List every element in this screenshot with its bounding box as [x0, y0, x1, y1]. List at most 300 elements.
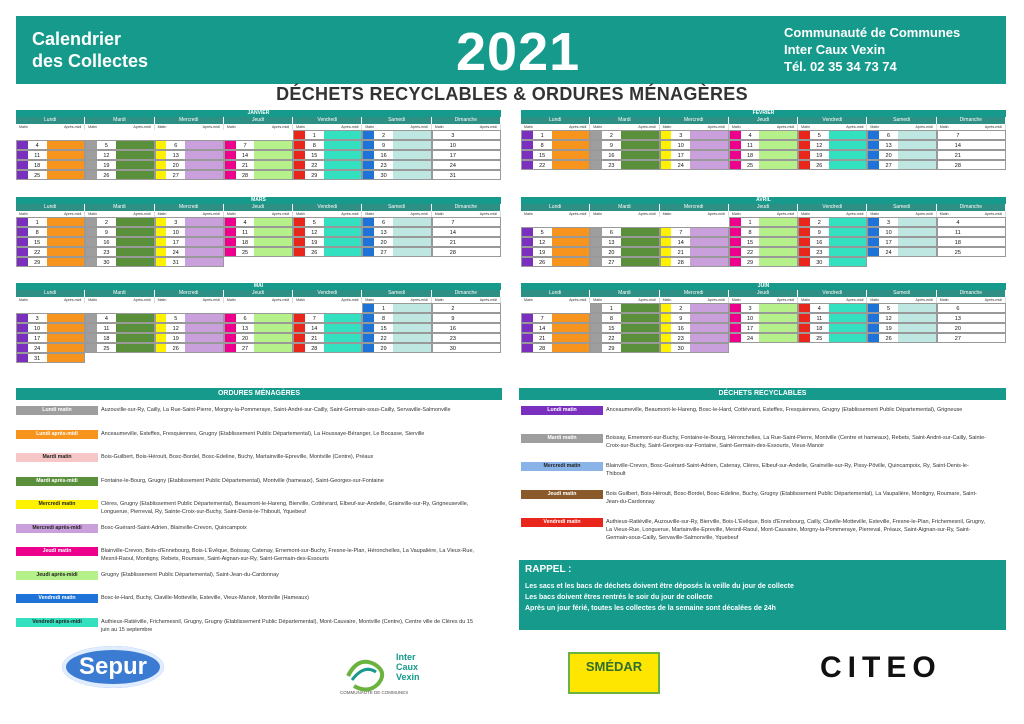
month-title: FEVRIER [521, 110, 1006, 117]
day-cell: 20 [155, 160, 224, 170]
day-cell: 30 [85, 257, 154, 267]
day-cell: 2 [85, 217, 154, 227]
half-day-header: Matin Après-midi [155, 211, 224, 217]
legend-label: Vendredi matin [521, 518, 603, 527]
day-header: Jeudi [224, 117, 293, 124]
day-headers [16, 117, 501, 124]
day-header: Dimanche [937, 290, 1006, 297]
day-cell: 26 [85, 170, 154, 180]
day-cell: 9 [590, 140, 659, 150]
half-day-header: Matin Après-midi [660, 211, 729, 217]
day-cell: 24 [660, 160, 729, 170]
day-cell: 6 [937, 303, 1006, 313]
day-cell: 1 [729, 217, 798, 227]
day-cell: 27 [362, 247, 431, 257]
day-header: Dimanche [937, 117, 1006, 124]
day-cell: 2 [798, 217, 867, 227]
half-day-header: Matin Après-midi [937, 211, 1006, 217]
legend-label: Vendredi matin [16, 594, 98, 603]
day-cell: 20 [867, 150, 936, 160]
day-cell: 23 [590, 160, 659, 170]
legend-row [16, 453, 481, 462]
day-cell: 21 [432, 237, 501, 247]
half-day-header: Matin Après-midi [867, 124, 936, 130]
half-day-header: Matin Après-midi [729, 297, 798, 303]
day-cell [867, 257, 936, 267]
day-cell: 17 [155, 237, 224, 247]
month-days [16, 217, 501, 267]
day-cell: 17 [660, 150, 729, 160]
day-cell: 7 [521, 313, 590, 323]
day-cell: 27 [224, 343, 293, 353]
day-cell [362, 353, 431, 363]
day-cell: 13 [224, 323, 293, 333]
day-cell: 25 [85, 343, 154, 353]
day-header: Lundi [521, 290, 590, 297]
month-days [521, 130, 1006, 170]
day-cell: 24 [16, 343, 85, 353]
day-cell: 13 [937, 313, 1006, 323]
day-cell: 7 [660, 227, 729, 237]
day-cell [293, 303, 362, 313]
legend-text: Anceaumeville, Esteffes, Fresquiennes, Grugny (Etablissement Public Départemental), La Houssaye-Béranger, Le Bocasse, Sierville [101, 430, 425, 437]
day-header: Vendredi [293, 204, 362, 211]
day-cell [16, 303, 85, 313]
day-cell: 19 [521, 247, 590, 257]
day-cell: 17 [867, 237, 936, 247]
day-cell: 24 [867, 247, 936, 257]
day-cell: 17 [16, 333, 85, 343]
legend-row [16, 524, 481, 533]
day-cell: 5 [85, 140, 154, 150]
legend-label: Lundi après-midi [16, 430, 98, 439]
half-day-header: Matin Après-midi [224, 297, 293, 303]
month-days [521, 217, 1006, 267]
legend-row [521, 434, 986, 450]
month-juin [521, 283, 1006, 365]
day-cell: 19 [798, 150, 867, 160]
legend-row [16, 477, 481, 486]
day-cell: 9 [85, 227, 154, 237]
day-cell: 28 [224, 170, 293, 180]
day-cell: 15 [590, 323, 659, 333]
legend-label: Mercredi après-midi [16, 524, 98, 533]
icv-line-1: Inter [396, 652, 416, 662]
day-cell: 28 [293, 343, 362, 353]
day-cell: 11 [937, 227, 1006, 237]
day-cell: 6 [867, 130, 936, 140]
day-cell: 18 [729, 150, 798, 160]
day-cell: 25 [16, 170, 85, 180]
day-cell: 27 [867, 160, 936, 170]
day-header: Jeudi [729, 290, 798, 297]
day-cell: 3 [867, 217, 936, 227]
sepur-logo: Sepur [62, 646, 164, 688]
day-cell: 18 [224, 237, 293, 247]
day-header: Mercredi [660, 290, 729, 297]
day-headers [521, 290, 1006, 297]
half-day-header: Matin Après-midi [798, 297, 867, 303]
day-cell: 17 [729, 323, 798, 333]
half-day-header: Matin Après-midi [85, 297, 154, 303]
legend-text: Auzouville-sur-Ry, Cailly, La Rue-Saint-Pierre, Morgny-la-Pommeraye, Saint-André-sur-Cailly, Saint-Germain-sous-Cailly, Servaville-Salmonville [101, 407, 451, 413]
legend-row [521, 490, 986, 506]
day-cell: 8 [729, 227, 798, 237]
day-cell: 9 [660, 313, 729, 323]
day-header: Samedi [867, 290, 936, 297]
month-title: MARS [16, 197, 501, 204]
icv-subtitle: COMMUNAUTÉ DE COMMUNES [340, 690, 409, 695]
day-cell: 21 [224, 160, 293, 170]
day-cell: 26 [155, 343, 224, 353]
month-days [521, 303, 1006, 353]
day-header: Vendredi [798, 290, 867, 297]
legend-text: Bois Guilbert, Bois-Héroult, Bosc-Bordel, Bosc-Edeline, Buchy, Grugny (Etablissement Public Départemental), La Vaupalière, Montigny, Roumare, Saint-Jean-du-Cardonnay [606, 491, 977, 505]
day-cell: 10 [155, 227, 224, 237]
day-cell: 25 [224, 247, 293, 257]
day-header: Samedi [362, 204, 431, 211]
day-header: Lundi [16, 204, 85, 211]
day-cell: 14 [224, 150, 293, 160]
half-day-header: Matin Après-midi [521, 211, 590, 217]
day-cell: 4 [798, 303, 867, 313]
day-cell: 29 [729, 257, 798, 267]
day-cell: 28 [660, 257, 729, 267]
day-cell: 2 [432, 303, 501, 313]
legend-row [16, 500, 481, 516]
day-cell [155, 303, 224, 313]
day-cell: 11 [224, 227, 293, 237]
org-line-1: Communauté de Communes [784, 25, 961, 40]
day-cell: 12 [798, 140, 867, 150]
month-title: JANVIER [16, 110, 501, 117]
half-day-header: Matin Après-midi [432, 297, 501, 303]
day-cell: 7 [224, 140, 293, 150]
day-cell: 10 [432, 140, 501, 150]
day-cell: 23 [798, 247, 867, 257]
day-cell: 19 [155, 333, 224, 343]
half-day-header: Matin Après-midi [937, 124, 1006, 130]
day-cell: 3 [155, 217, 224, 227]
legend-label: Mardi après-midi [16, 477, 98, 486]
citeo-logo: CITEO [820, 651, 942, 684]
day-cell: 4 [16, 140, 85, 150]
day-header: Mardi [590, 117, 659, 124]
day-cell: 2 [590, 130, 659, 140]
day-cell: 20 [590, 247, 659, 257]
day-cell: 12 [293, 227, 362, 237]
half-day-header: Matin Après-midi [660, 297, 729, 303]
half-day-header: Matin Après-midi [590, 211, 659, 217]
day-cell: 31 [155, 257, 224, 267]
day-cell: 24 [729, 333, 798, 343]
month-fevrier [521, 110, 1006, 192]
day-cell: 11 [85, 323, 154, 333]
day-cell: 26 [867, 333, 936, 343]
legend-label: Lundi matin [521, 406, 603, 415]
day-cell: 16 [590, 150, 659, 160]
day-cell [155, 353, 224, 363]
inter-caux-vexin-logo [340, 650, 440, 698]
half-day-header: Matin Après-midi [362, 211, 431, 217]
day-cell: 13 [867, 140, 936, 150]
legend-label: Mardi matin [521, 434, 603, 443]
day-header: Mercredi [660, 117, 729, 124]
day-cell [362, 257, 431, 267]
day-cell: 21 [521, 333, 590, 343]
legend-label: Jeudi matin [521, 490, 603, 499]
half-day-header: Matin Après-midi [224, 211, 293, 217]
month-janvier [16, 110, 501, 192]
day-cell: 6 [155, 140, 224, 150]
day-cell: 14 [521, 323, 590, 333]
day-cell: 13 [155, 150, 224, 160]
day-cell: 22 [293, 160, 362, 170]
day-cell: 28 [521, 343, 590, 353]
day-cell: 1 [16, 217, 85, 227]
day-cell: 1 [521, 130, 590, 140]
day-cell: 4 [224, 217, 293, 227]
legend-row [521, 518, 986, 542]
day-cell: 20 [937, 323, 1006, 333]
day-cell [293, 353, 362, 363]
day-cell: 8 [590, 313, 659, 323]
day-cell: 9 [432, 313, 501, 323]
day-cell: 20 [362, 237, 431, 247]
day-header: Jeudi [729, 117, 798, 124]
month-days [16, 303, 501, 363]
day-cell [937, 343, 1006, 353]
legend-label: Lundi matin [16, 406, 98, 415]
half-day-header: Matin Après-midi [362, 124, 431, 130]
day-header: Mercredi [660, 204, 729, 211]
day-cell: 17 [432, 150, 501, 160]
day-cell: 25 [798, 333, 867, 343]
half-day-header: Matin Après-midi [521, 297, 590, 303]
legend-row [16, 594, 481, 603]
day-cell: 26 [521, 257, 590, 267]
legend-row [16, 430, 481, 439]
legend-label: Jeudi matin [16, 547, 98, 556]
day-cell: 15 [362, 323, 431, 333]
day-cell: 22 [729, 247, 798, 257]
day-cell: 31 [432, 170, 501, 180]
legend-label: Jeudi après-midi [16, 571, 98, 580]
day-cell: 22 [16, 247, 85, 257]
day-cell [660, 217, 729, 227]
day-header: Vendredi [293, 117, 362, 124]
day-cell: 27 [590, 257, 659, 267]
legend-label: Mercredi matin [521, 462, 603, 471]
day-headers [521, 117, 1006, 124]
day-header: Mercredi [155, 117, 224, 124]
day-header: Lundi [16, 290, 85, 297]
day-cell: 10 [660, 140, 729, 150]
day-cell: 30 [798, 257, 867, 267]
day-cell [85, 353, 154, 363]
day-cell: 10 [16, 323, 85, 333]
legend-label: Vendredi après-midi [16, 618, 98, 627]
day-cell: 19 [85, 160, 154, 170]
title-line-2: des Collectes [32, 51, 149, 71]
day-cell: 6 [590, 227, 659, 237]
day-headers [16, 290, 501, 297]
day-header: Dimanche [432, 204, 501, 211]
day-cell: 27 [155, 170, 224, 180]
day-header: Jeudi [729, 204, 798, 211]
page-subtitle: DÉCHETS RECYCLABLES & ORDURES MÉNAGÈRES [276, 84, 748, 104]
month-mars [16, 197, 501, 279]
day-cell: 14 [432, 227, 501, 237]
legend-dr-title: DÉCHETS RECYCLABLES [519, 388, 1006, 400]
reminder-box [519, 560, 1006, 630]
day-cell: 21 [293, 333, 362, 343]
day-cell [16, 130, 85, 140]
legend-text: Fontaine-le-Bourg, Grugny (Etablissement Public Départemental), Montville (hameaux), Saint-Georges-sur-Fontaine [101, 477, 384, 484]
day-cell: 16 [85, 237, 154, 247]
day-cell: 14 [937, 140, 1006, 150]
day-cell: 3 [16, 313, 85, 323]
day-cell: 29 [362, 343, 431, 353]
half-day-header: Matin Après-midi [798, 211, 867, 217]
day-cell [729, 343, 798, 353]
month-days [16, 130, 501, 180]
day-cell: 30 [362, 170, 431, 180]
day-headers [16, 204, 501, 211]
day-header: Samedi [867, 117, 936, 124]
day-cell: 3 [660, 130, 729, 140]
legend-text: Anceaumeville, Beaumont-le-Hareng, Bosc-le-Hard, Cottévrard, Esteffes, Fresquiennes, Grugny (Etablissement Public Départemental), Grigneuse [606, 407, 963, 413]
day-header: Lundi [521, 117, 590, 124]
day-cell: 30 [660, 343, 729, 353]
day-cell: 13 [590, 237, 659, 247]
day-cell [85, 303, 154, 313]
reminder-line: Les sacs et les bacs de déchets doivent être déposés la veille du jour de collecte [525, 583, 794, 590]
day-cell: 12 [867, 313, 936, 323]
day-cell: 15 [521, 150, 590, 160]
day-cell: 15 [293, 150, 362, 160]
half-day-header: Matin Après-midi [16, 297, 85, 303]
half-day-header: Matin Après-midi [937, 297, 1006, 303]
day-cell [432, 257, 501, 267]
day-header: Samedi [362, 290, 431, 297]
day-cell: 29 [16, 257, 85, 267]
month-avril [521, 197, 1006, 279]
day-header: Vendredi [798, 204, 867, 211]
day-cell: 18 [16, 160, 85, 170]
day-cell: 27 [937, 333, 1006, 343]
day-cell: 7 [293, 313, 362, 323]
day-header: Mardi [85, 204, 154, 211]
day-header: Lundi [16, 117, 85, 124]
day-cell: 9 [798, 227, 867, 237]
legend-text: Clères, Grugny (Etablissement Public Départemental), Beaumont-le-Hareng, Bierville, Cottévrard, Elbeuf-sur-Andelle, Grainville-sur-Ry, Grigneuseville, Longuerue, Pierreval, Ry, Sainte-Croix-sur-Buchy, Saint-Denis-le-Thiboult, Yquebeuf [101, 501, 469, 515]
day-cell: 2 [660, 303, 729, 313]
day-cell: 14 [660, 237, 729, 247]
day-cell: 13 [362, 227, 431, 237]
day-cell [224, 257, 293, 267]
legend-text: Authieux-Ratiéville, Auzouville-sur-Ry, Bierville, Bois-L'Évêque, Bois d'Ennebourg, Cailly, Claville-Motteville, Esteville, Fresne-le-Plan, Frichemesnil, Grugny, La Vieux-Rue, Longuerue, Martainville-Epreville, Mesnil-Raoul, Mont-Cauvaire, Morgny-la-Pommeraye, Pierreval, Préaux, Saint-Aignan-sur-Ry, Saint-Germain-sous-Cailly, Servaville-Salmonville, Yquebeuf [606, 519, 985, 541]
day-cell: 16 [432, 323, 501, 333]
month-title: JUIN [521, 283, 1006, 290]
day-cell: 29 [293, 170, 362, 180]
day-cell: 2 [362, 130, 431, 140]
title-line-1: Calendrier [32, 29, 122, 49]
day-cell: 19 [293, 237, 362, 247]
half-day-header: Matin Après-midi [521, 124, 590, 130]
half-day-header: Matin Après-midi [432, 124, 501, 130]
legend-text: Bosc-le-Hard, Buchy, Claville-Motteville, Esteville, Vieux-Manoir, Montville (Hameaux) [101, 595, 309, 601]
day-cell: 29 [590, 343, 659, 353]
day-cell: 15 [729, 237, 798, 247]
legend-label: Mardi matin [16, 453, 98, 462]
day-cell: 10 [867, 227, 936, 237]
day-cell: 10 [729, 313, 798, 323]
legend-row [16, 547, 481, 563]
day-cell: 16 [660, 323, 729, 333]
day-cell: 21 [660, 247, 729, 257]
day-cell: 4 [729, 130, 798, 140]
day-cell [85, 130, 154, 140]
day-cell: 8 [362, 313, 431, 323]
day-cell: 22 [590, 333, 659, 343]
month-mai [16, 283, 501, 365]
legend-row [521, 462, 986, 478]
day-cell [432, 353, 501, 363]
day-header: Vendredi [798, 117, 867, 124]
half-day-header: Matin Après-midi [867, 211, 936, 217]
day-cell [155, 130, 224, 140]
half-day-header: Matin Après-midi [224, 124, 293, 130]
half-day-header: Matin Après-midi [85, 211, 154, 217]
reminder-line: Les bacs doivent êtres rentrés le soir du jour de collecte [525, 594, 713, 601]
day-cell: 5 [867, 303, 936, 313]
half-day-header: Matin Après-midi [16, 124, 85, 130]
day-cell: 23 [362, 160, 431, 170]
day-cell: 26 [798, 160, 867, 170]
day-cell: 25 [937, 247, 1006, 257]
day-cell: 22 [362, 333, 431, 343]
half-day-header: Matin Après-midi [867, 297, 936, 303]
day-cell: 1 [362, 303, 431, 313]
legend-text: Grugny (Etablissement Public Départemental), Saint-Jean-du-Cardonnay [101, 571, 279, 578]
day-cell: 16 [798, 237, 867, 247]
day-header: Mardi [590, 290, 659, 297]
day-cell: 1 [590, 303, 659, 313]
day-header: Samedi [362, 117, 431, 124]
day-header: Dimanche [937, 204, 1006, 211]
day-cell: 14 [293, 323, 362, 333]
day-cell: 11 [16, 150, 85, 160]
day-cell: 15 [16, 237, 85, 247]
day-cell: 6 [224, 313, 293, 323]
legend-text: Bosc-Guérard-Saint-Adrien, Blainville-Crevon, Quincampoix [101, 524, 247, 531]
day-cell: 23 [85, 247, 154, 257]
half-day-header: Matin Après-midi [798, 124, 867, 130]
day-cell: 23 [660, 333, 729, 343]
day-cell: 18 [85, 333, 154, 343]
day-cell: 3 [729, 303, 798, 313]
day-header: Mardi [85, 117, 154, 124]
legend-text: Blainville-Crevon, Bosc-Guérard-Saint-Adrien, Catenay, Clères, Elbeuf-sur-Andelle, Grainville-sur-Ry, Pissy-Pôville, Quincampoix, Ry, Saint-Denis-le-Thiboult [606, 463, 969, 477]
day-cell: 12 [85, 150, 154, 160]
day-cell [224, 303, 293, 313]
icv-line-3: Vexin [396, 672, 420, 682]
day-header: Dimanche [432, 290, 501, 297]
day-cell [521, 217, 590, 227]
legend-row [16, 571, 481, 580]
day-header: Vendredi [293, 290, 362, 297]
